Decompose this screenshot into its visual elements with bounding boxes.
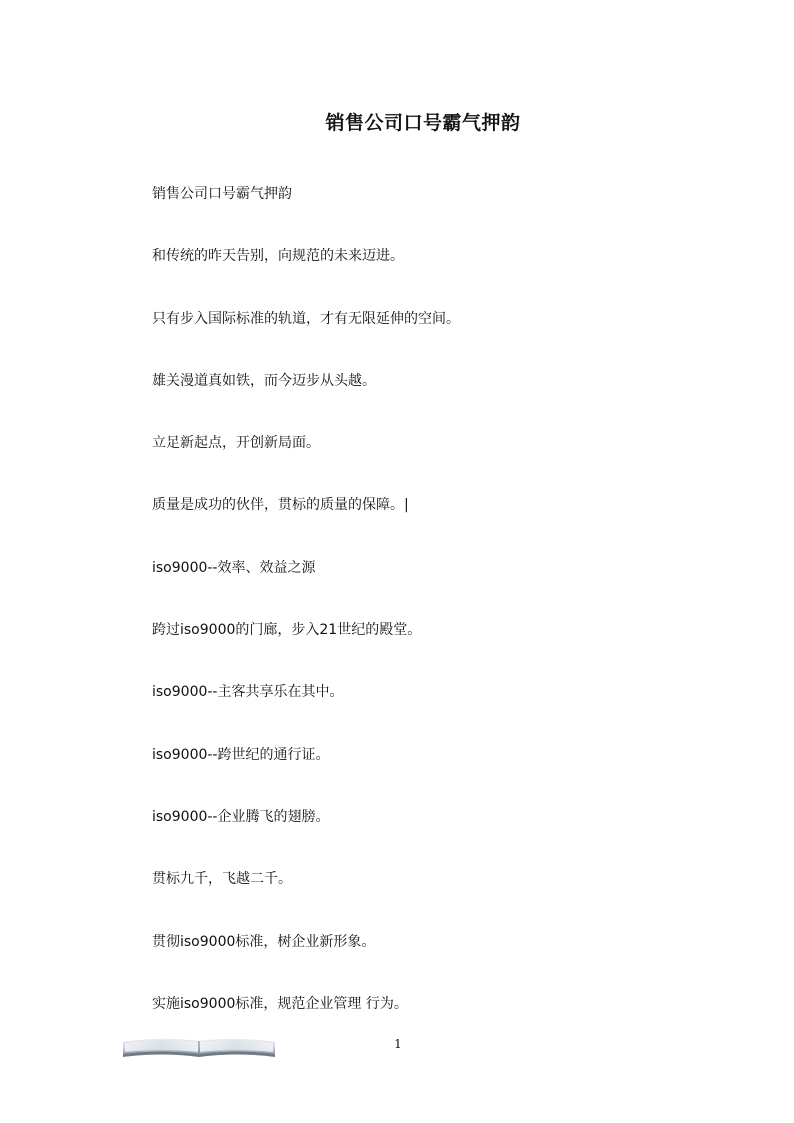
- text-line: iso9000--跨世纪的通行证。: [152, 746, 330, 763]
- open-book-icon: [121, 1036, 277, 1058]
- text-line: 雄关漫道真如铁，而今迈步从头越。: [152, 372, 376, 389]
- text-line: 立足新起点，开创新局面。: [152, 435, 320, 452]
- text-line: iso9000--效率、效益之源: [152, 559, 316, 576]
- text-line: 质量是成功的伙伴，贯标的质量的保障。|: [152, 497, 409, 514]
- text-line: 贯彻iso9000标准，树企业新形象。: [152, 933, 376, 950]
- text-line: 只有步入国际标准的轨道，才有无限延伸的空间。: [152, 310, 460, 327]
- text-line: 和传统的昨天告别，向规范的未来迈进。: [152, 248, 404, 265]
- text-line: 贯标九千，飞越二千。: [152, 871, 292, 888]
- text-line: iso9000--主客共享乐在其中。: [152, 684, 344, 701]
- text-line: iso9000--企业腾飞的翅膀。: [152, 808, 330, 825]
- text-line: 实施iso9000标准，规范企业管理 行为。: [152, 995, 408, 1012]
- document-title: 销售公司口号霸气押韵: [325, 112, 521, 134]
- page-number: 1: [394, 1037, 402, 1051]
- document-body: [152, 181, 712, 1053]
- text-line: 跨过iso9000的门廊，步入21世纪的殿堂。: [152, 622, 422, 639]
- text-line: 销售公司口号霸气押韵: [152, 186, 292, 202]
